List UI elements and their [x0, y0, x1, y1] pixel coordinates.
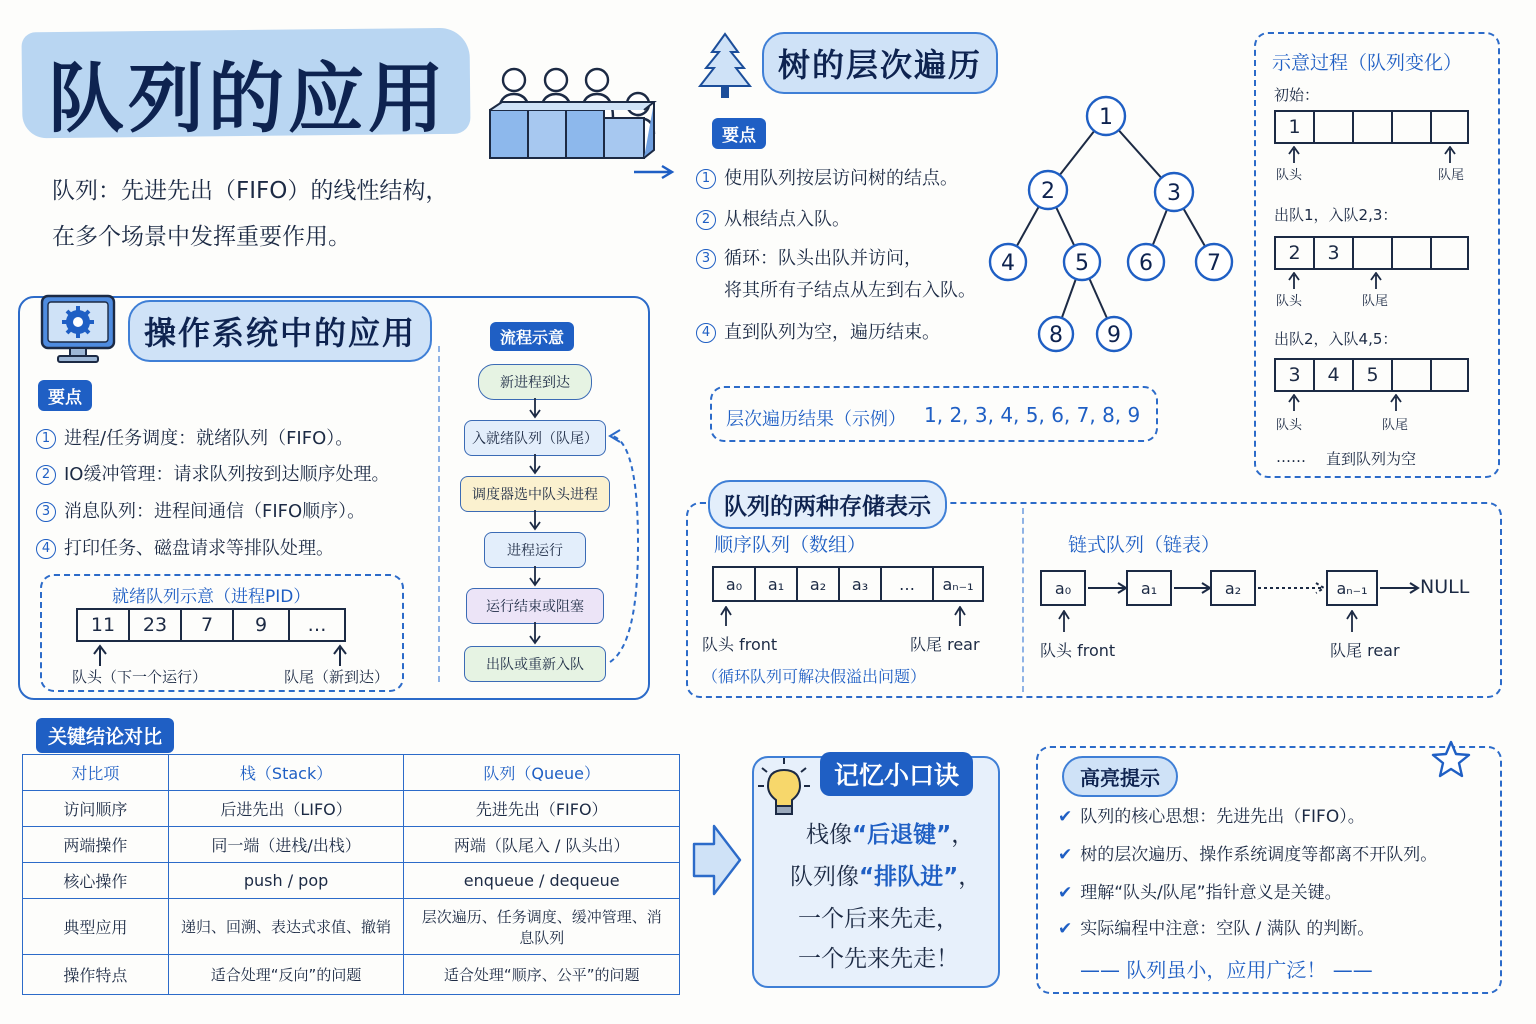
- table-cell: enqueue / dequeue: [404, 863, 680, 899]
- right-arrow-icon: [690, 820, 746, 900]
- table-cell: 同一端（进栈/出栈）: [168, 827, 404, 863]
- table-cell: 适合处理“反向”的问题: [168, 955, 404, 995]
- process-tail-label: 队尾: [1362, 294, 1389, 309]
- queue-cell: …: [288, 608, 346, 642]
- storage-heading: 队列的两种存储表示: [708, 480, 947, 529]
- queue-people-illustration: [484, 58, 680, 188]
- tree-node-label: 5: [1075, 251, 1089, 276]
- table-cell: 访问顺序: [23, 791, 169, 827]
- process-pointers-3: [1284, 394, 1464, 412]
- process-title: 示意过程（队列变化）: [1272, 52, 1463, 74]
- linked-node: aₙ₋₁: [1326, 570, 1378, 606]
- checkmark-icon: ✔: [1058, 845, 1073, 865]
- queue-cell: [1352, 236, 1391, 270]
- linked-pointers: [1054, 610, 1364, 634]
- table-header-cell: 栈（Stack）: [168, 755, 404, 791]
- process-step-label: 出队2，入队4,5：: [1274, 330, 1398, 348]
- queue-cell: [1430, 236, 1469, 270]
- sequential-tail-label: 队尾 rear: [910, 635, 980, 654]
- os-points-tag: 要点: [38, 380, 92, 411]
- table-row: [23, 827, 680, 863]
- process-head-label: 队头: [1276, 168, 1303, 183]
- process-queue-3: [1274, 358, 1469, 392]
- table-row: [23, 899, 680, 955]
- os-section-heading: 操作系统中的应用: [128, 300, 432, 362]
- linked-head-label: 队头 front: [1040, 641, 1116, 660]
- circular-queue-note: （循环队列可解决假溢出问题）: [702, 667, 927, 686]
- table-row: [23, 791, 680, 827]
- number-2-icon: 2: [36, 465, 56, 485]
- tree-icon: [694, 30, 756, 102]
- checkmark-icon: ✔: [1058, 807, 1073, 827]
- sequential-queue-cells: [712, 566, 984, 602]
- process-tail-label: 队尾: [1382, 418, 1409, 433]
- mnemonic-line-4: 一个先来先走！: [798, 946, 959, 972]
- table-cell: 适合处理“顺序、公平”的问题: [404, 955, 680, 995]
- queue-cell: [1391, 236, 1430, 270]
- process-tail-label: 队尾: [1438, 168, 1465, 183]
- tree-node-label: 8: [1049, 323, 1063, 348]
- process-head-label: 队头: [1276, 294, 1303, 309]
- array-cell: a₀: [712, 566, 754, 602]
- lightbulb-icon: [756, 756, 812, 820]
- number-1-icon: 1: [36, 429, 56, 449]
- mnemonic-line-3: 一个后来先走，: [798, 906, 959, 932]
- table-header-cell: 队列（Queue）: [404, 755, 680, 791]
- queue-cell: 9: [232, 608, 288, 642]
- checkmark-icon: ✔: [1058, 919, 1073, 939]
- intro-line-2: 在多个场景中发挥重要作用。: [52, 224, 351, 250]
- array-cell: a₁: [754, 566, 796, 602]
- mnemonic-heading: 记忆小口诀: [820, 752, 973, 796]
- linked-arrows: [1086, 576, 1420, 600]
- table-cell: push / pop: [168, 863, 404, 899]
- ready-queue-tail-label: 队尾（新到达）: [284, 668, 390, 686]
- comparison-table: [22, 754, 680, 995]
- mnemonic-line-1: 栈像“后退键”，: [806, 822, 975, 848]
- table-header-row: [23, 755, 680, 791]
- table-row: [23, 863, 680, 899]
- tree-point-continued: 将其所有子结点从左到右入队。: [724, 280, 976, 301]
- linked-queue-title: 链式队列（链表）: [1068, 534, 1221, 556]
- table-cell: 操作特点: [23, 955, 169, 995]
- number-1-icon: 1: [696, 169, 716, 189]
- queue-cell: 7: [180, 608, 232, 642]
- table-cell: 核心操作: [23, 863, 169, 899]
- queue-cell: [1430, 358, 1469, 392]
- comparison-tag: 关键结论对比: [36, 718, 174, 753]
- linked-tail-label: 队尾 rear: [1330, 641, 1400, 660]
- flow-step-2: 入就绪队列（队尾）: [464, 420, 606, 456]
- queue-cell: 3: [1313, 236, 1352, 270]
- process-step-label: 初始：: [1274, 86, 1320, 104]
- computer-gear-icon: [36, 290, 122, 370]
- ready-queue-head-label: 队头（下一个运行）: [72, 668, 208, 686]
- flow-step-6: 出队或重新入队: [464, 646, 606, 682]
- os-point: 1 进程/任务调度：就绪队列（FIFO）。: [36, 424, 353, 450]
- process-head-label: 队头: [1276, 418, 1303, 433]
- queue-cell: [1313, 110, 1352, 144]
- linked-node: a₂: [1210, 570, 1256, 606]
- queue-cell: 1: [1274, 110, 1313, 144]
- sequential-pointers: [716, 606, 976, 628]
- traversal-result-label: 层次遍历结果（示例）: [726, 409, 906, 430]
- process-queue-1: [1274, 110, 1469, 144]
- array-cell: aₙ₋₁: [932, 566, 984, 602]
- highlights-tag: 高亮提示: [1062, 756, 1178, 797]
- os-point: 4 打印任务、磁盘请求等排队处理。: [36, 534, 334, 560]
- checkmark-icon: ✔: [1058, 883, 1073, 903]
- ready-queue-cells: [76, 608, 346, 642]
- sequential-head-label: 队头 front: [702, 635, 778, 654]
- queue-cell: 2: [1274, 236, 1313, 270]
- flow-arrows: [520, 394, 650, 674]
- number-4-icon: 4: [36, 539, 56, 559]
- storage-divider: [1022, 508, 1024, 692]
- os-point: 2 IO缓冲管理：请求队列按到达顺序处理。: [36, 460, 389, 486]
- number-3-icon: 3: [696, 249, 716, 269]
- tree-point: 1 使用队列按层访问树的结点。: [696, 164, 958, 190]
- highlights-footer: —— 队列虽小，应用广泛！ ——: [1080, 958, 1373, 982]
- tree-node-label: 7: [1207, 251, 1221, 276]
- flow-tag: 流程示意: [490, 322, 574, 351]
- highlight-item: ✔ 队列的核心思想：先进先出（FIFO）。: [1058, 807, 1365, 827]
- number-3-icon: 3: [36, 502, 56, 522]
- tree-node-label: 3: [1167, 181, 1181, 206]
- table-cell: 递归、回溯、表达式求值、撤销: [168, 899, 404, 955]
- array-cell: …: [880, 566, 932, 602]
- tree-node-label: 1: [1099, 105, 1113, 130]
- table-cell: 两端（队尾入 / 队头出）: [404, 827, 680, 863]
- table-cell: 典型应用: [23, 899, 169, 955]
- binary-tree-diagram: [980, 86, 1240, 366]
- tree-node-label: 2: [1041, 179, 1055, 204]
- process-step-label: 出队1，入队2,3：: [1274, 206, 1398, 224]
- tree-points-tag: 要点: [712, 118, 766, 149]
- process-end-text: 直到队列为空: [1326, 450, 1417, 468]
- highlight-item: ✔ 理解“队头/队尾”指针意义是关键。: [1058, 883, 1342, 903]
- tree-point: 2 从根结点入队。: [696, 205, 850, 231]
- array-cell: a₂: [796, 566, 838, 602]
- linked-node: a₀: [1040, 570, 1086, 606]
- linked-node: a₁: [1126, 570, 1172, 606]
- null-label: NULL: [1420, 576, 1470, 598]
- queue-cell: 11: [76, 608, 128, 642]
- process-queue-2: [1274, 236, 1469, 270]
- table-header-cell: 对比项: [23, 755, 169, 791]
- queue-cell: 23: [128, 608, 180, 642]
- sequential-queue-title: 顺序队列（数组）: [714, 534, 867, 556]
- tree-node-label: 9: [1107, 323, 1121, 348]
- highlight-item: ✔ 实际编程中注意：空队 / 满队 的判断。: [1058, 919, 1375, 939]
- queue-cell: [1430, 110, 1469, 144]
- queue-cell: 5: [1352, 358, 1391, 392]
- highlight-item: ✔ 树的层次遍历、操作系统调度等都离不开队列。: [1058, 845, 1438, 865]
- table-cell: 两端操作: [23, 827, 169, 863]
- flow-step-4: 进程运行: [484, 532, 586, 568]
- page-title: 队列的应用: [48, 54, 448, 143]
- tree-point: 3 循环：队头出队并访问，: [696, 244, 922, 270]
- array-cell: a₃: [838, 566, 880, 602]
- queue-cell: [1391, 110, 1430, 144]
- number-2-icon: 2: [696, 210, 716, 230]
- flow-step-5: 运行结束或阻塞: [466, 588, 604, 624]
- intro-line-1: 队列：先进先出（FIFO）的线性结构，: [52, 178, 449, 204]
- process-pointers-1: [1284, 146, 1464, 164]
- tree-node-label: 6: [1139, 251, 1153, 276]
- tree-point: 4 直到队列为空，遍历结束。: [696, 318, 940, 344]
- mnemonic-line-2: 队列像“排队进”，: [790, 864, 982, 890]
- os-point: 3 消息队列：进程间通信（FIFO顺序）。: [36, 497, 365, 523]
- table-cell: 先进先出（FIFO）: [404, 791, 680, 827]
- traversal-result-value: 1, 2, 3, 4, 5, 6, 7, 8, 9: [924, 403, 1141, 427]
- table-row: [23, 955, 680, 995]
- flow-step-1: 新进程到达: [478, 364, 592, 400]
- tree-node-label: 4: [1001, 251, 1015, 276]
- table-cell: 后进先出（LIFO）: [168, 791, 404, 827]
- process-end-dots: ……: [1276, 448, 1306, 466]
- process-pointers-2: [1284, 272, 1464, 290]
- flow-step-3: 调度器选中队头进程: [460, 476, 610, 512]
- table-cell: 层次遍历、任务调度、缓冲管理、消息队列: [404, 899, 680, 955]
- os-divider: [438, 346, 440, 682]
- ready-queue-pointers: [90, 644, 370, 668]
- tree-section-heading: 树的层次遍历: [762, 32, 998, 94]
- queue-cell: 4: [1313, 358, 1352, 392]
- queue-cell: [1352, 110, 1391, 144]
- number-4-icon: 4: [696, 323, 716, 343]
- star-icon: [1430, 740, 1472, 780]
- ready-queue-title: 就绪队列示意（进程PID）: [112, 587, 311, 607]
- queue-cell: 3: [1274, 358, 1313, 392]
- queue-cell: [1391, 358, 1430, 392]
